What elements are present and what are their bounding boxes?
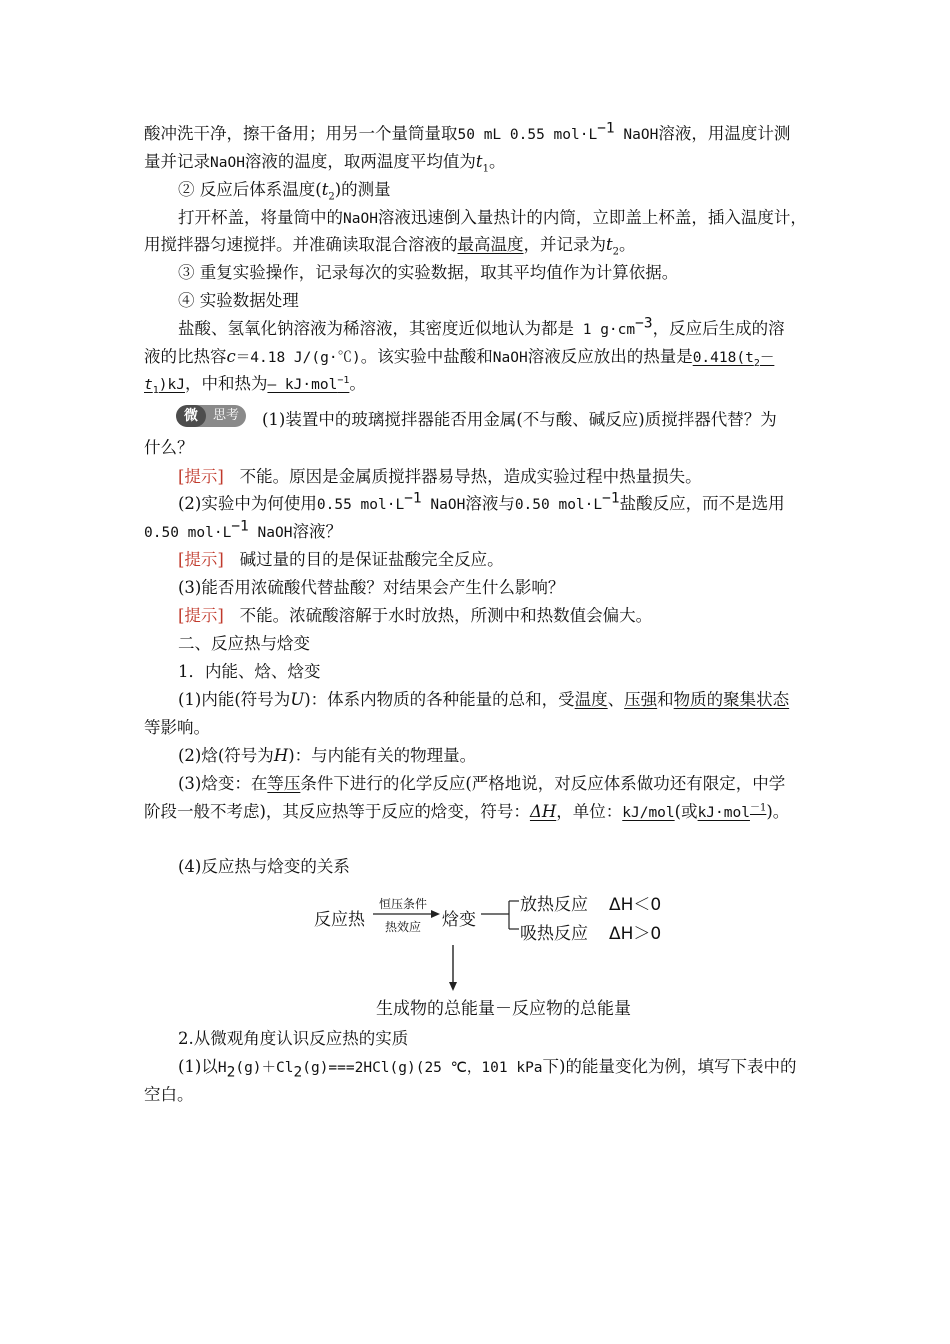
text: 0.50 mol·L bbox=[144, 525, 232, 541]
badge-wei: 微 bbox=[176, 405, 206, 427]
text: 溶液的温度，取两温度平均值为 bbox=[244, 152, 476, 171]
text: 0.50 mol·L bbox=[514, 497, 603, 513]
text: － bbox=[759, 350, 775, 366]
text: 溶液，用温度计测 bbox=[658, 124, 791, 143]
text-line: (4)反应热与焓变的关系 bbox=[178, 857, 350, 876]
answer-blank: 最高温度 bbox=[457, 235, 524, 254]
text: 、 bbox=[607, 690, 625, 709]
diagram-fangre-dh: ΔH＜0 bbox=[609, 895, 662, 915]
text: 溶液与 bbox=[465, 494, 515, 513]
text: )：体系内物质的各种能量的总和，受 bbox=[304, 690, 575, 709]
text: 阶段一般不考虑)，其反应热等于反应的焓变，符号： bbox=[144, 802, 530, 821]
text: H bbox=[217, 1060, 227, 1076]
diagram-rexiaoying: 热效应 bbox=[385, 920, 422, 934]
diagram-fanyingre: 反应热 bbox=[314, 910, 365, 930]
text: )。 bbox=[766, 802, 790, 821]
answer-blank: 压强 bbox=[624, 690, 658, 709]
badge-sikao: 思考 bbox=[212, 408, 239, 423]
text: (g)===2HCl(g)(25 ℃，101 kPa bbox=[302, 1060, 543, 1076]
text: (2)焓(符号为 bbox=[178, 746, 274, 765]
answer-blank: 物质的聚集状态 bbox=[673, 690, 790, 709]
superscript: −1 bbox=[404, 490, 422, 507]
subscript: 1 bbox=[152, 384, 159, 396]
text: NaOH bbox=[492, 350, 528, 366]
text: 。 bbox=[619, 235, 636, 254]
hint-label: [提示] bbox=[178, 606, 224, 625]
text: 下)的能量变化为例，填写下表中的 bbox=[542, 1057, 797, 1076]
text: 酸冲洗干净，擦干备用；用另一个量筒量取 bbox=[144, 124, 458, 143]
subscript: 1 bbox=[482, 163, 489, 175]
text: ＝4.18 J/(g·℃) bbox=[235, 350, 361, 366]
text: ，并记录为 bbox=[523, 235, 606, 254]
text: 溶液？ bbox=[292, 522, 342, 541]
text: NaOH bbox=[614, 127, 659, 143]
text: 打开杯盖，将量筒中的 bbox=[178, 208, 343, 227]
text-line: ④ 实验数据处理 bbox=[178, 291, 299, 310]
text: (3)焓变：在 bbox=[178, 774, 268, 793]
subscript: 2 bbox=[612, 246, 620, 258]
text: 。 bbox=[488, 152, 506, 171]
text: 盐酸、氢氧化钠溶液为稀溶液，其密度近似地认为都是 bbox=[178, 319, 574, 338]
variable: t bbox=[606, 235, 613, 254]
question-line: (3)能否用浓硫酸代替盐酸？对结果会产生什么影响？ bbox=[178, 578, 565, 597]
diagram-hengya: 恒压条件 bbox=[379, 897, 428, 911]
variable: t bbox=[321, 180, 329, 199]
text: 50 mL 0.55 mol·L bbox=[457, 127, 598, 143]
diagram-xire-dh: ΔH＞0 bbox=[609, 924, 662, 944]
text: ② 反应后体系温度( bbox=[178, 180, 322, 199]
subscript: 2 bbox=[753, 357, 760, 369]
text: 。该实验中盐酸和 bbox=[360, 347, 493, 366]
text: )kJ bbox=[158, 377, 185, 393]
question-line: (1)装置中的玻璃搅拌器能否用金属(不与酸、碱反应)质搅拌器代替？为 bbox=[262, 410, 777, 429]
variable: t bbox=[144, 377, 153, 393]
text: ，单位： bbox=[556, 802, 623, 821]
text: 碱过量的目的是保证盐酸完全反应。 bbox=[239, 550, 504, 569]
answer-blank: kJ/mol bbox=[622, 805, 675, 821]
text: 不能。原因是金属质搅拌器易导热，造成实验过程中热量损失。 bbox=[239, 467, 702, 486]
hint-label: [提示] bbox=[178, 467, 224, 486]
superscript: −1 bbox=[337, 375, 350, 387]
text: 量并记录 bbox=[144, 152, 210, 171]
text: 0.418(t bbox=[692, 350, 754, 366]
variable: H bbox=[273, 746, 289, 765]
variable: c bbox=[226, 347, 236, 366]
diagram-xire: 吸热反应 bbox=[520, 924, 588, 944]
text: 不能。浓硫酸溶解于水时放热，所测中和热数值会偏大。 bbox=[239, 606, 653, 625]
variable: t bbox=[475, 152, 483, 171]
text: 条件下进行的化学反应(严格地说，对反应体系做功还有限定，中学 bbox=[300, 774, 786, 793]
text: 用搅拌器匀速搅拌。并准确读取混合溶液的 bbox=[144, 235, 458, 254]
subsection-heading: 1．内能、焓、焓变 bbox=[178, 662, 321, 681]
text: — kJ·mol bbox=[267, 377, 338, 393]
subscript: 2 bbox=[226, 1064, 236, 1081]
text: (1)以 bbox=[178, 1057, 218, 1076]
diagram-bottom: 生成物的总能量－反应物的总能量 bbox=[376, 999, 631, 1019]
text: (1)内能(符号为 bbox=[178, 690, 291, 709]
subsection-heading: 2.从微观角度认识反应热的实质 bbox=[178, 1029, 409, 1048]
superscript: −1 bbox=[231, 518, 249, 535]
text-line: ③ 重复实验操作，记录每次的实验数据，取其平均值作为计算依据。 bbox=[178, 263, 679, 282]
answer-blank: 温度 bbox=[574, 690, 608, 709]
text: 1 g·cm bbox=[574, 322, 636, 338]
diagram-fangre: 放热反应 bbox=[520, 895, 588, 915]
text: (g)＋Cl bbox=[235, 1060, 294, 1076]
text: NaOH bbox=[421, 497, 466, 513]
text: (2)实验中为何使用 bbox=[178, 494, 317, 513]
text-line: 等影响。 bbox=[144, 718, 210, 737]
text: 0.55 mol·L bbox=[316, 497, 405, 513]
text: NaOH bbox=[343, 211, 378, 227]
text: 和 bbox=[657, 690, 674, 709]
text: )的测量 bbox=[334, 180, 391, 199]
text: 。 bbox=[349, 374, 366, 393]
variable: U bbox=[290, 690, 305, 709]
superscript: －1 bbox=[749, 802, 767, 814]
answer-blank: ΔH bbox=[529, 802, 557, 821]
text: 溶液迅速倒入量热计的内筒，立即盖上杯盖，插入温度计， bbox=[377, 208, 807, 227]
superscript: −1 bbox=[597, 120, 615, 137]
superscript: −1 bbox=[602, 490, 620, 507]
text: NaOH bbox=[248, 525, 293, 541]
answer-blank: 等压 bbox=[267, 774, 301, 793]
text: 液的比热容 bbox=[144, 347, 227, 366]
hint-label: [提示] bbox=[178, 550, 224, 569]
section-heading: 二、反应热与焓变 bbox=[178, 634, 310, 653]
text-line bbox=[178, 1055, 796, 1080]
text-line: 空白。 bbox=[144, 1085, 194, 1104]
subscript: 2 bbox=[293, 1064, 303, 1081]
text: NaOH bbox=[210, 155, 245, 171]
text: 溶液反应放出的热量是 bbox=[527, 347, 693, 366]
text: ，反应后生成的溶 bbox=[652, 319, 785, 338]
subscript: 2 bbox=[328, 191, 335, 203]
text: )：与内能有关的物理量。 bbox=[288, 746, 477, 765]
answer-blank: kJ·mol bbox=[697, 805, 750, 821]
text: 盐酸反应，而不是选用 bbox=[619, 494, 785, 513]
question-line: 什么？ bbox=[144, 438, 194, 457]
diagram-hanbian: 焓变 bbox=[442, 910, 476, 930]
text: (或 bbox=[674, 802, 698, 821]
text: ，中和热为 bbox=[184, 374, 268, 393]
superscript: −3 bbox=[635, 315, 653, 332]
